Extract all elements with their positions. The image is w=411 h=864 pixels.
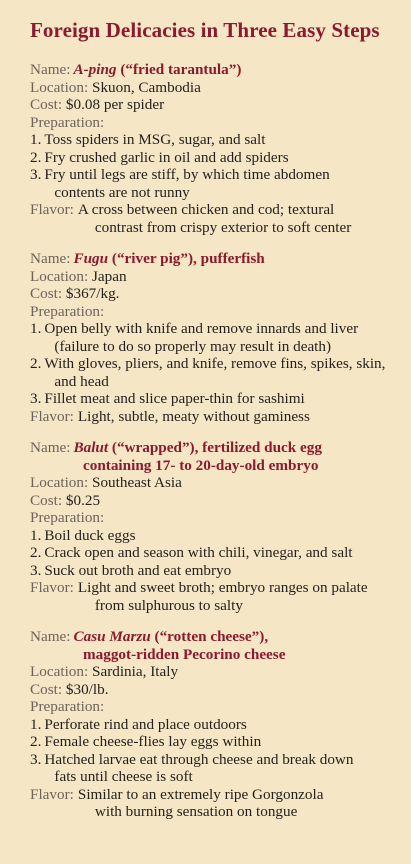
delicacy-entry-balut (30, 439, 397, 614)
cost-line (30, 285, 397, 303)
flavor-text: Similar to an extremely ripe Gorgonzola (77, 785, 324, 803)
name-line (30, 628, 397, 646)
location-line (30, 79, 397, 97)
location-line (30, 268, 397, 286)
location-value: Skuon, Cambodia (92, 78, 201, 96)
flavor-line (30, 786, 397, 821)
cost-label: Cost: (30, 96, 63, 113)
name-line (30, 439, 397, 457)
step-item: 2. Crack open and season with chili, vinegar, and salt (30, 544, 353, 561)
cost-value: $0.08 per spider (65, 96, 165, 113)
step-item: 3. Suck out broth and eat embryo (30, 561, 232, 579)
cost-value: $30/lb. (65, 680, 109, 698)
flavor-text-cont: contrast from crispy exterior to soft center (94, 218, 352, 236)
step-item: 2. Fry crushed garlic in oil and add spiders (30, 148, 289, 166)
flavor-line (30, 201, 397, 236)
name-label: Name: (30, 61, 71, 78)
name-label: Name: (30, 250, 71, 267)
cost-label: Cost: (30, 491, 63, 509)
preparation-label: Preparation: (30, 113, 105, 131)
step-item: 2. Female cheese-flies lay eggs within (30, 733, 262, 750)
cost-line (30, 492, 397, 510)
cost-line (30, 96, 397, 114)
step-item: 3. Fillet meat and slice paper-thin for sashimi (30, 390, 305, 407)
cost-label: Cost: (30, 285, 63, 302)
location-label: Location: (30, 474, 89, 491)
preparation-label: Preparation: (30, 698, 105, 715)
location-label: Location: (30, 78, 89, 96)
flavor-text: Light, subtle, meaty without gaminess (77, 407, 310, 425)
step-item: 1. Perforate rind and place outdoors (30, 715, 247, 733)
preparation-steps (30, 716, 397, 786)
preparation-label: Preparation: (30, 302, 105, 320)
step-item: 2. With gloves, pliers, and knife, remove fins, spikes, skin, and head (30, 355, 386, 390)
flavor-text-cont: from sulphurous to salty (94, 596, 243, 614)
location-label: Location: (30, 663, 89, 680)
location-line (30, 474, 397, 492)
delicacy-name-cont: maggot-ridden Pecorino cheese (83, 645, 286, 663)
location-line (30, 663, 397, 681)
preparation-steps (30, 320, 397, 408)
cost-label: Cost: (30, 680, 63, 698)
delicacy-entry-a-ping (30, 61, 397, 236)
location-value: Southeast Asia (92, 474, 182, 491)
flavor-line (30, 579, 397, 614)
flavor-text-cont: with burning sensation on tongue (94, 803, 298, 820)
flavor-label: Flavor: (30, 201, 74, 218)
preparation-steps (30, 131, 397, 201)
step-item: 3. Fry until legs are stiff, by which time abdomen contents are not runny (30, 166, 330, 201)
delicacy-name: Fugu (“river pig”), pufferfish (73, 250, 265, 267)
location-label: Location: (30, 267, 89, 285)
name-line (30, 250, 397, 268)
step-item: 3. Hatched larvae eat through cheese and break down fats until cheese is soft (30, 750, 354, 785)
delicacy-entry-casu-marzu (30, 628, 397, 821)
cost-line (30, 681, 397, 699)
location-value: Sardinia, Italy (92, 663, 179, 680)
step-item: 1. Boil duck eggs (30, 526, 136, 544)
flavor-text: A cross between chicken and cod; textural (77, 201, 335, 218)
page-title: Foreign Delicacies in Three Easy Steps (30, 18, 380, 42)
delicacy-name-cont: containing 17- to 20-day-old embryo (83, 456, 319, 474)
step-item: 1. Toss spiders in MSG, sugar, and salt (30, 131, 266, 148)
flavor-label: Flavor: (30, 579, 74, 596)
name-label: Name: (30, 439, 71, 456)
name-line (30, 61, 397, 79)
delicacy-name: Casu Marzu (“rotten cheese”), (73, 628, 269, 645)
preparation-label: Preparation: (30, 509, 105, 526)
delicacy-name: A-ping (“fried tarantula”) (73, 61, 242, 78)
flavor-label: Flavor: (30, 407, 74, 425)
step-item: 1. Open belly with knife and remove innards and liver (failure to do so properly may result in death) (30, 320, 359, 355)
flavor-text: Light and sweet broth; embryo ranges on palate (77, 579, 368, 596)
delicacy-entry-fugu (30, 250, 397, 425)
cost-value: $0.25 (65, 491, 101, 509)
flavor-label: Flavor: (30, 785, 74, 803)
delicacy-name: Balut (“wrapped”), fertilized duck egg (73, 439, 322, 456)
cost-value: $367/kg. (65, 285, 120, 302)
preparation-steps (30, 527, 397, 580)
flavor-line (30, 408, 397, 426)
name-label: Name: (30, 628, 71, 645)
location-value: Japan (92, 267, 127, 285)
